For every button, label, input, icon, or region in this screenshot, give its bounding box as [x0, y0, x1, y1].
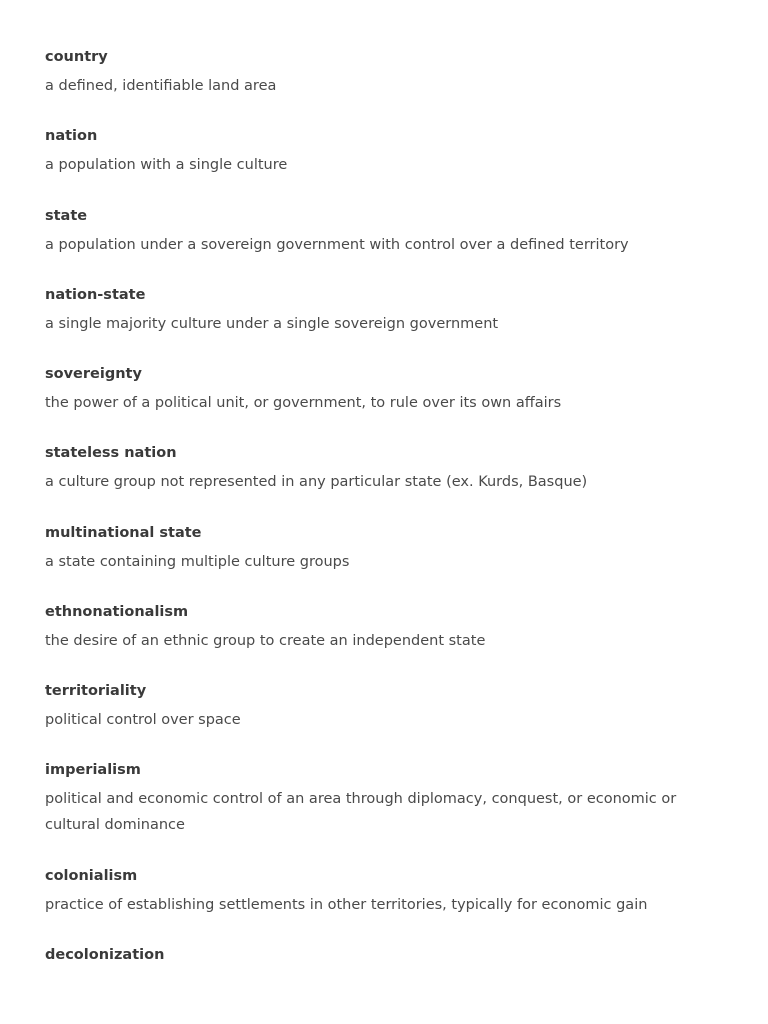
- term: imperialism: [45, 762, 141, 778]
- definition: a culture group not represented in any particular state (ex. Kurds, Basque): [45, 474, 588, 490]
- term: territoriality: [45, 683, 147, 699]
- definition: a population with a single culture: [45, 157, 288, 173]
- term: country: [45, 49, 108, 65]
- definition: political control over space: [45, 712, 241, 728]
- definition: a single majority culture under a single sovereign government: [45, 316, 499, 332]
- glossary-entry-nation-state: [45, 285, 735, 337]
- term: sovereignty: [45, 366, 142, 382]
- glossary-entry-multinational-state: [45, 523, 735, 575]
- glossary-entry-stateless-nation: [45, 443, 735, 495]
- definition: a state containing multiple culture groups: [45, 554, 350, 570]
- glossary-entry-nation: [45, 126, 735, 178]
- term: colonialism: [45, 868, 138, 884]
- glossary-entry-ethnonationalism: [45, 602, 735, 654]
- term: ethnonationalism: [45, 604, 189, 620]
- glossary-entry-imperialism: [45, 760, 735, 838]
- term: decolonization: [45, 947, 165, 963]
- term: multinational state: [45, 525, 202, 541]
- glossary-entry-country: [45, 47, 735, 99]
- glossary-entry-state: [45, 206, 735, 258]
- glossary-entry-territoriality: [45, 681, 735, 733]
- term: state: [45, 208, 88, 224]
- glossary-entry-colonialism: [45, 866, 735, 918]
- definition: a defined, identifiable land area: [45, 78, 277, 94]
- definition: political and economic control of an area through diplomacy, conquest, or economic or cultural dominance: [45, 791, 677, 833]
- term: nation: [45, 128, 98, 144]
- glossary-entry-decolonization: [45, 945, 735, 971]
- glossary-entry-sovereignty: [45, 364, 735, 416]
- definition: practice of establishing settlements in other territories, typically for economic gain: [45, 897, 648, 913]
- term: stateless nation: [45, 445, 177, 461]
- term: nation-state: [45, 287, 146, 303]
- definition: the power of a political unit, or government, to rule over its own affairs: [45, 395, 562, 411]
- definition: the desire of an ethnic group to create an independent state: [45, 633, 486, 649]
- definition: a population under a sovereign government with control over a defined territory: [45, 237, 629, 253]
